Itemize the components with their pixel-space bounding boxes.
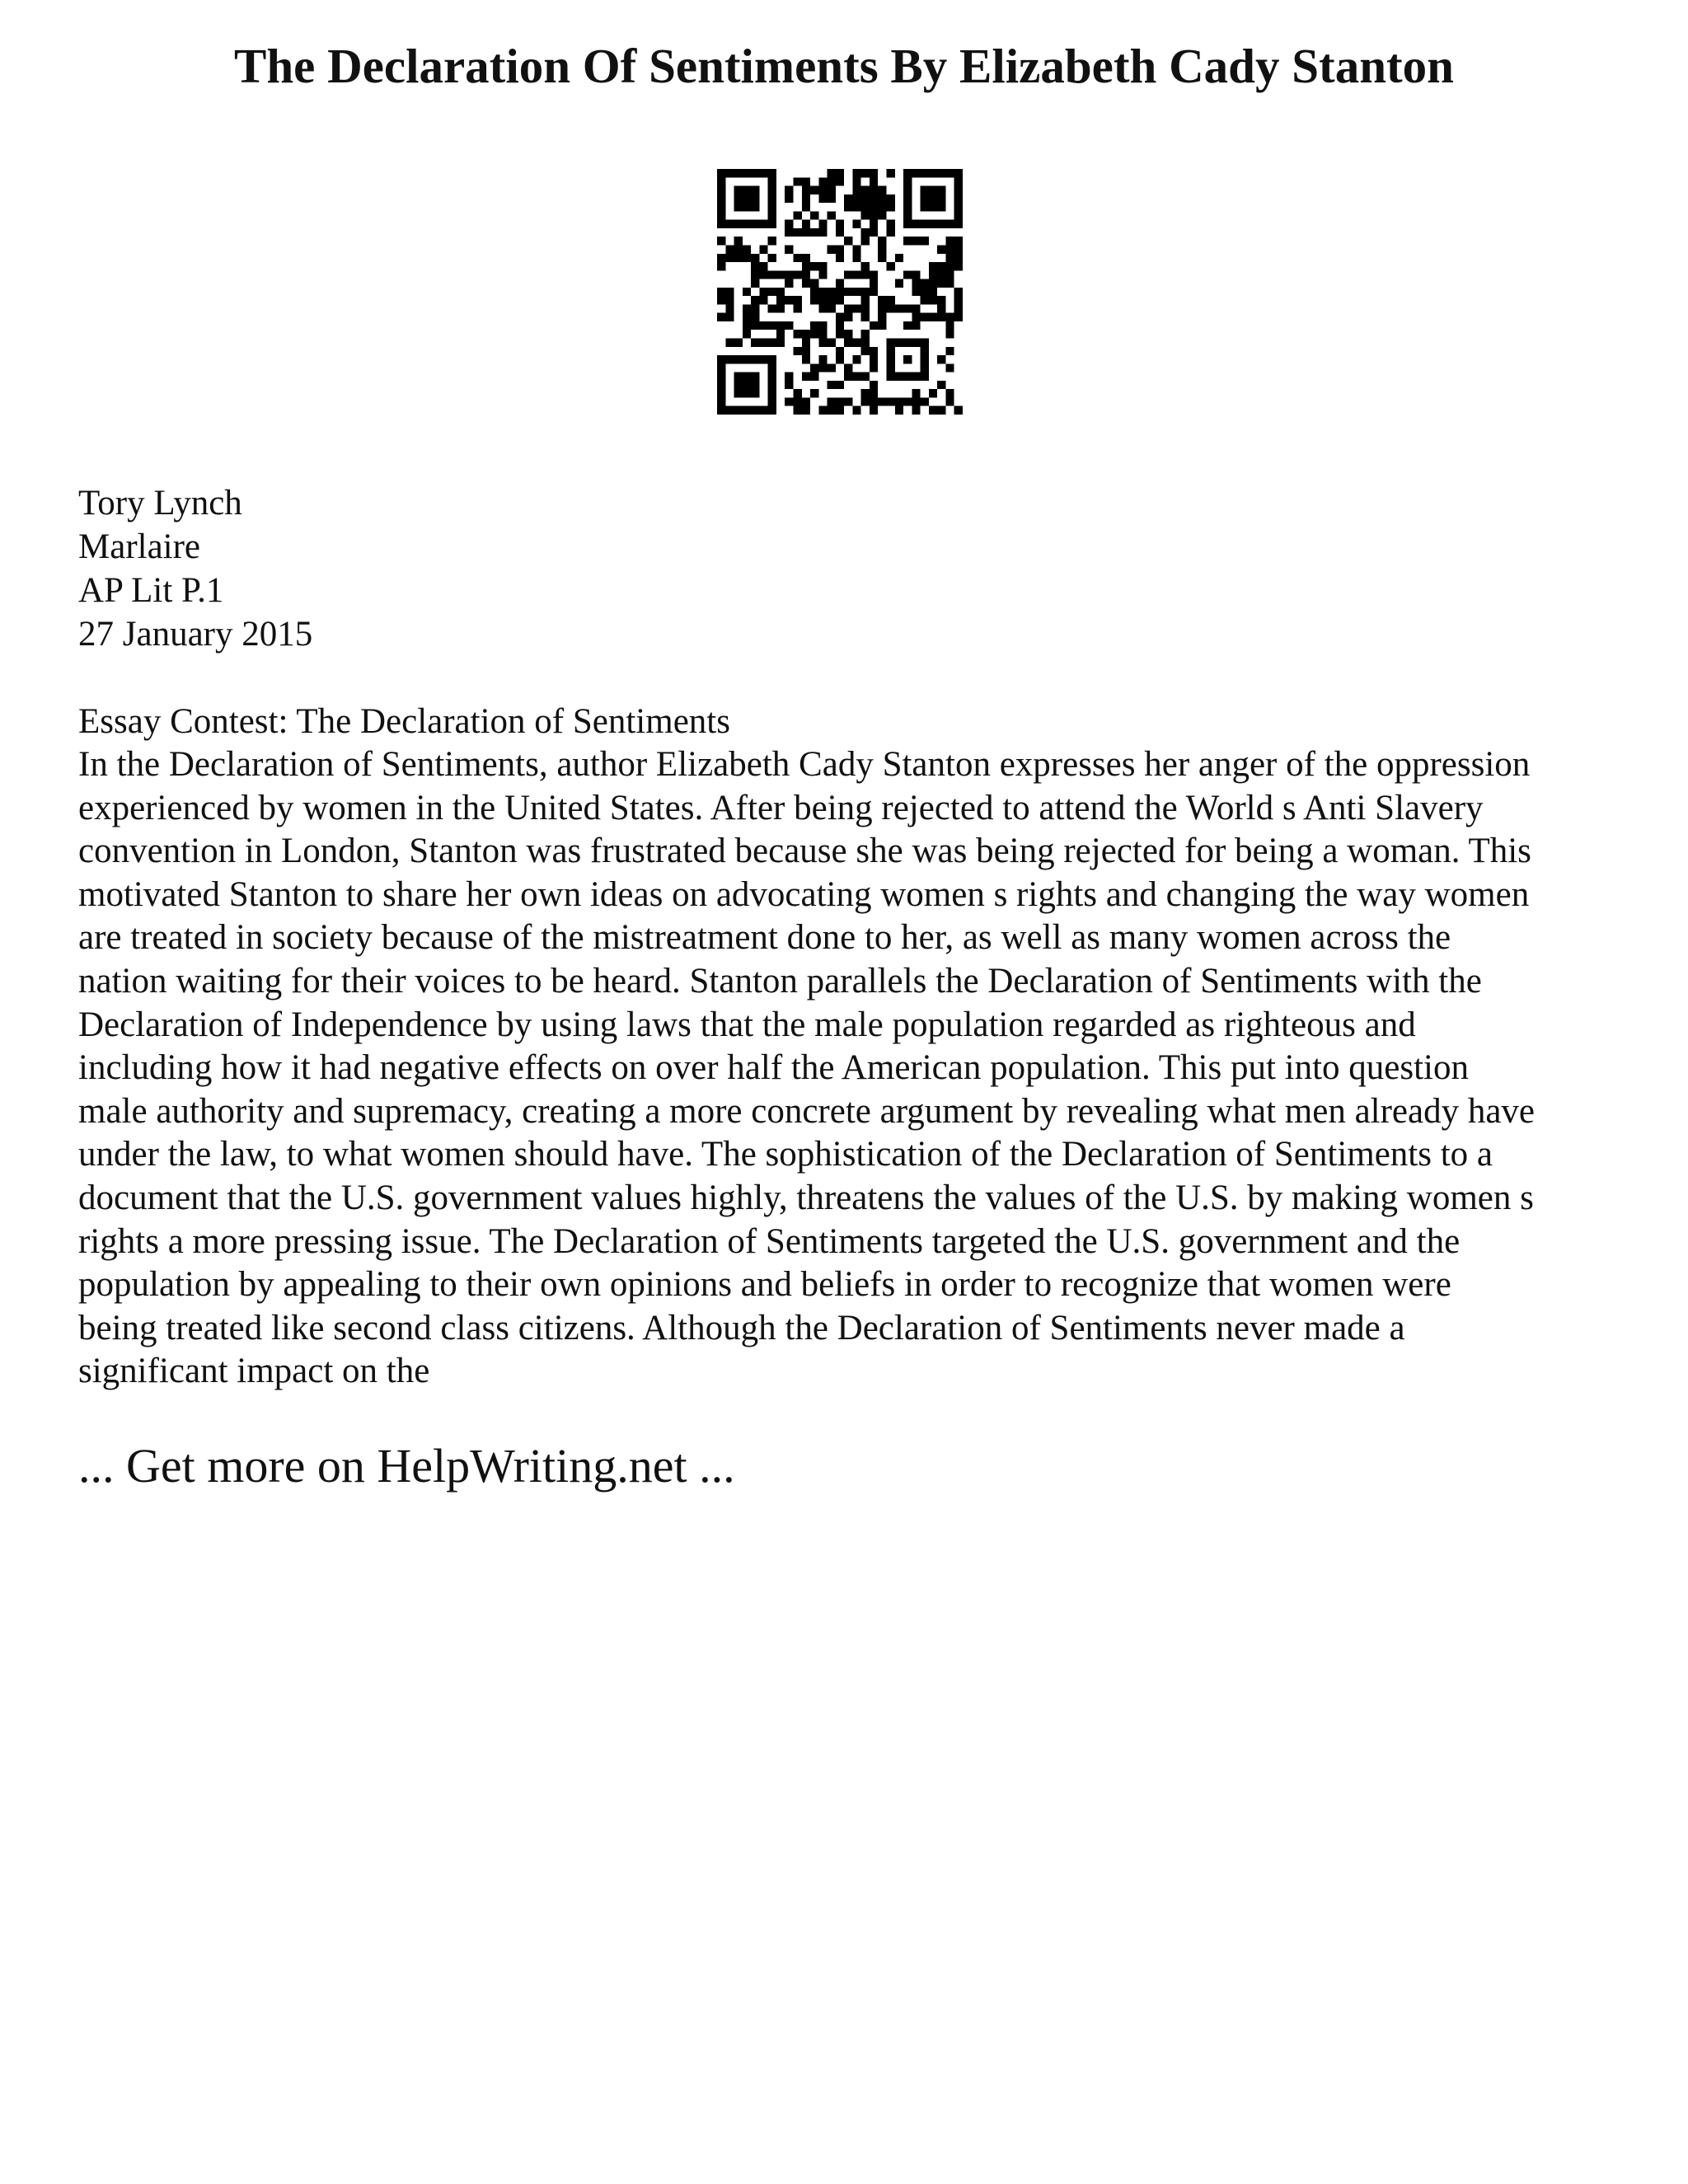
get-more-link[interactable]: ... Get more on HelpWriting.net ...	[78, 1439, 735, 1493]
body-line: being treated like second class citizens. Although the Declaration of Sentiments never made a	[78, 1308, 1405, 1347]
qr-code[interactable]	[717, 169, 963, 415]
body-line: rights a more pressing issue. The Declaration of Sentiments targeted the U.S. government and the	[78, 1221, 1461, 1261]
body-line: male authority and supremacy, creating a more concrete argument by revealing what men already have	[78, 1091, 1536, 1131]
essay-body	[78, 743, 1620, 1394]
essay-header	[78, 481, 1611, 656]
teacher-name: Marlaire	[78, 527, 201, 566]
qr-code-graphic	[717, 169, 963, 415]
class-period: AP Lit P.1	[78, 571, 224, 610]
body-line: In the Declaration of Sentiments, author Elizabeth Cady Stanton expresses her anger of the oppression	[78, 745, 1531, 784]
body-line: experienced by women in the United States. After being rejected to attend the World s Anti Slavery	[78, 788, 1484, 827]
body-line: significant impact on the	[78, 1352, 430, 1391]
body-line: motivated Stanton to share her own ideas on advocating women s rights and changing the way women	[78, 874, 1530, 914]
essay-heading: Essay Contest: The Declaration of Sentiments	[78, 702, 730, 741]
body-line: including how it had negative effects on over half the American population. This put into question	[78, 1048, 1469, 1088]
body-line: convention in London, Stanton was frustrated because she was being rejected for being a woman. This	[78, 832, 1531, 871]
body-line: under the law, to what women should have. The sophistication of the Declaration of Sentiments to a	[78, 1135, 1493, 1174]
body-line: are treated in society because of the mistreatment done to her, as well as many women across the	[78, 918, 1451, 958]
body-line: population by appealing to their own opinions and beliefs in order to recognize that women were	[78, 1265, 1451, 1305]
body-line: nation waiting for their voices to be heard. Stanton parallels the Declaration of Sentiments with the	[78, 961, 1482, 1001]
body-line: document that the U.S. government values highly, threatens the values of the U.S. by making women s	[78, 1178, 1534, 1217]
document-title: The Declaration Of Sentiments By Elizabeth Cady Stanton	[234, 39, 1454, 93]
body-line: Declaration of Independence by using laws that the male population regarded as righteous and	[78, 1005, 1416, 1044]
author-name: Tory Lynch	[78, 484, 242, 523]
essay-date: 27 January 2015	[78, 615, 313, 654]
